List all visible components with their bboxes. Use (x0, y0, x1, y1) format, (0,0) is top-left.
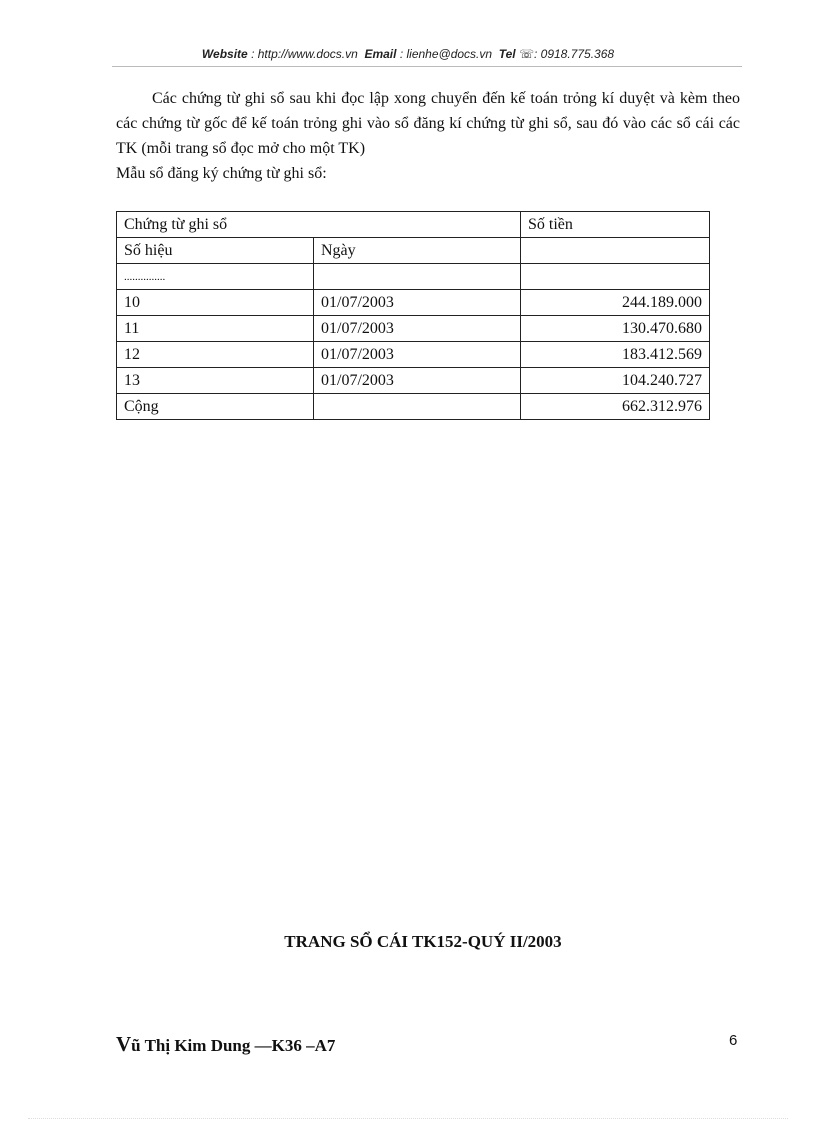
table-caption: Mẫu sổ đăng ký chứng từ ghi sổ: (116, 165, 327, 182)
total-label-cell: Cộng (117, 394, 314, 420)
table-row (117, 264, 710, 290)
total-row (117, 394, 710, 420)
table-header-row (117, 212, 710, 238)
amount-cell: 183.412.569 (521, 342, 710, 368)
date-cell: 01/07/2003 (314, 342, 521, 368)
email-label: Email (364, 47, 397, 61)
page-header (0, 47, 816, 61)
author-footer (116, 1032, 335, 1057)
amount-cell: 244.189.000 (521, 290, 710, 316)
intro-paragraph: Các chứng từ ghi sổ sau khi đọc lập xong chuyển đến kế toán trỏng kí duyệt và kèm theo các chứng từ gốc để kế toán trỏng ghi vào sổ đăng kí chứng từ ghi sổ, sau đó vào các sổ cái các TK (mỗi trang sổ đọc mở cho một TK) (116, 90, 740, 157)
table-row (117, 316, 710, 342)
table-subheader-row (117, 238, 710, 264)
date-cell: 01/07/2003 (314, 290, 521, 316)
voucher-register-table (116, 211, 710, 420)
number-header-cell: Số hiệu (117, 238, 314, 264)
number-cell: 11 (117, 316, 314, 342)
empty-cell (521, 264, 710, 290)
date-cell: 01/07/2003 (314, 316, 521, 342)
author-initial: V (116, 1032, 132, 1056)
empty-header-cell (521, 238, 710, 264)
total-amount-cell: 662.312.976 (521, 394, 710, 420)
table-row (117, 342, 710, 368)
website-label: Website (201, 47, 248, 61)
author-name: ũ Thị Kim Dung —K36 –A7 (131, 1036, 336, 1055)
tel-label: Tel (498, 47, 516, 61)
amount-cell: 130.470.680 (521, 316, 710, 342)
empty-cell (314, 264, 521, 290)
placeholder-cell: ............... (117, 264, 314, 290)
amount-cell: 104.240.727 (521, 368, 710, 394)
number-cell: 12 (117, 342, 314, 368)
page-number: 6 (729, 1032, 738, 1049)
section-title: TRANG SỔ CÁI TK152-QUÝ II/2003 (284, 932, 562, 951)
date-cell: 01/07/2003 (314, 368, 521, 394)
bottom-divider (28, 1118, 788, 1119)
number-cell: 10 (117, 290, 314, 316)
number-cell: 13 (117, 368, 314, 394)
table-row (117, 368, 710, 394)
tel-value: : 0918.775.368 (533, 47, 615, 61)
amount-header-cell: Số tiền (521, 212, 710, 238)
group-header-cell: Chứng từ ghi sổ (117, 212, 521, 238)
phone-icon: ☏ (518, 47, 534, 61)
email-value: : lienhe@docs.vn (399, 47, 493, 61)
date-header-cell: Ngày (314, 238, 521, 264)
empty-cell (314, 394, 521, 420)
header-divider (112, 66, 742, 67)
table-row (117, 290, 710, 316)
website-value: : http://www.docs.vn (251, 47, 358, 61)
